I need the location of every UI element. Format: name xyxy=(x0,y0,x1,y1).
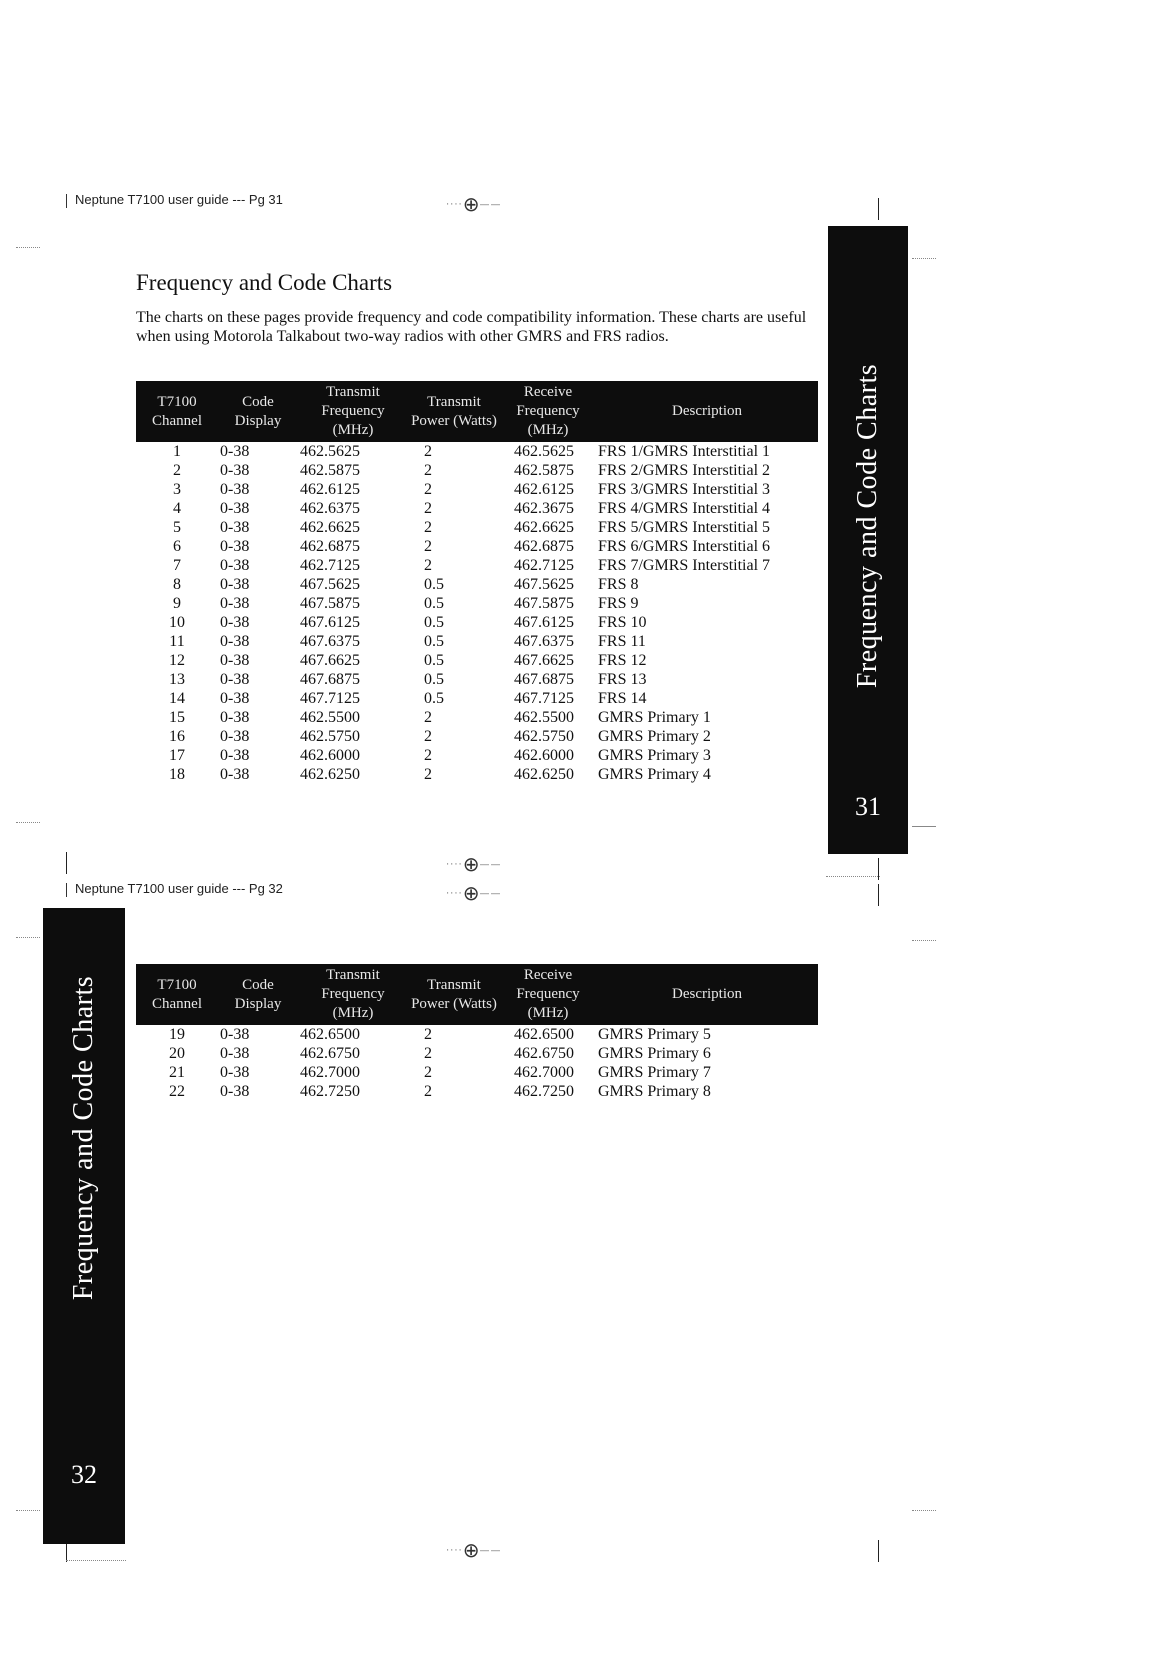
tx-frequency-cell: 462.5625 xyxy=(300,443,360,460)
tx-power-cell: 2 xyxy=(424,1083,432,1100)
table-row xyxy=(136,575,818,594)
table-row xyxy=(136,556,818,575)
tx-power-cell: 2 xyxy=(424,481,432,498)
running-head-text: Neptune T7100 user guide --- Pg 32 xyxy=(75,881,283,896)
code-cell: 0-38 xyxy=(220,462,250,479)
rx-frequency-cell: 462.6875 xyxy=(514,538,574,555)
column-header-rx-frequency: Receive Frequency (MHz) xyxy=(500,964,596,1025)
rx-frequency-cell: 467.7125 xyxy=(514,690,574,707)
crop-mark xyxy=(16,822,40,823)
rx-frequency-cell: 462.6250 xyxy=(514,766,574,783)
code-cell: 0-38 xyxy=(220,652,250,669)
crop-mark xyxy=(912,826,936,827)
rx-frequency-cell: 462.6500 xyxy=(514,1026,574,1043)
crop-mark xyxy=(826,876,880,877)
tx-power-cell: 2 xyxy=(424,557,432,574)
running-head-pg31 xyxy=(66,192,283,208)
description-cell: FRS 11 xyxy=(598,633,646,650)
tx-frequency-cell: 467.6375 xyxy=(300,633,360,650)
description-cell: FRS 5/GMRS Interstitial 5 xyxy=(598,519,771,536)
table-row xyxy=(136,499,818,518)
code-cell: 0-38 xyxy=(220,576,250,593)
column-header-description: Description xyxy=(596,381,818,442)
description-cell: FRS 7/GMRS Interstitial 7 xyxy=(598,557,771,574)
crop-mark xyxy=(912,1510,936,1511)
rx-frequency-cell: 462.7250 xyxy=(514,1083,574,1100)
table-row xyxy=(136,765,818,784)
rx-frequency-cell: 467.5875 xyxy=(514,595,574,612)
description-cell: FRS 2/GMRS Interstitial 2 xyxy=(598,462,771,479)
crop-mark xyxy=(16,247,40,248)
description-cell: GMRS Primary 2 xyxy=(598,728,711,745)
tx-power-cell: 2 xyxy=(424,519,432,536)
registration-mark-icon: ····⊕—— xyxy=(446,192,502,216)
description-cell: FRS 1/GMRS Interstitial 1 xyxy=(598,443,771,460)
tx-power-cell: 2 xyxy=(424,709,432,726)
table-row xyxy=(136,537,818,556)
channel-cell: 2 xyxy=(173,462,181,479)
channel-cell: 6 xyxy=(173,538,181,555)
code-cell: 0-38 xyxy=(220,766,250,783)
tx-frequency-cell: 467.6125 xyxy=(300,614,360,631)
channel-cell: 17 xyxy=(169,747,185,764)
column-header-rx-frequency: Receive Frequency (MHz) xyxy=(500,381,596,442)
rx-frequency-cell: 462.3675 xyxy=(514,500,574,517)
rx-frequency-cell: 467.6375 xyxy=(514,633,574,650)
description-cell: FRS 6/GMRS Interstitial 6 xyxy=(598,538,771,555)
description-cell: FRS 9 xyxy=(598,595,639,612)
code-cell: 0-38 xyxy=(220,614,250,631)
rx-frequency-cell: 462.6625 xyxy=(514,519,574,536)
table-row xyxy=(136,1025,818,1044)
registration-mark-icon: ····⊕—— xyxy=(446,852,502,876)
tx-power-cell: 0.5 xyxy=(424,595,444,612)
rx-frequency-cell: 467.6875 xyxy=(514,671,574,688)
code-cell: 0-38 xyxy=(220,595,250,612)
table-row xyxy=(136,1063,818,1082)
channel-cell: 4 xyxy=(173,500,181,517)
code-cell: 0-38 xyxy=(220,728,250,745)
tx-frequency-cell: 462.6000 xyxy=(300,747,360,764)
description-cell: GMRS Primary 3 xyxy=(598,747,711,764)
tx-power-cell: 2 xyxy=(424,538,432,555)
channel-cell: 18 xyxy=(169,766,185,783)
tx-frequency-cell: 467.6625 xyxy=(300,652,360,669)
table-row xyxy=(136,1082,818,1101)
description-cell: GMRS Primary 1 xyxy=(598,709,711,726)
page-title: Frequency and Code Charts xyxy=(136,270,393,295)
crop-mark xyxy=(16,1510,40,1511)
side-tab-title: Frequency and Code Charts xyxy=(68,975,99,1301)
code-cell: 0-38 xyxy=(220,1064,250,1081)
tx-power-cell: 0.5 xyxy=(424,671,444,688)
channel-cell: 7 xyxy=(173,557,181,574)
tx-power-cell: 2 xyxy=(424,500,432,517)
tx-frequency-cell: 462.6750 xyxy=(300,1045,360,1062)
tx-power-cell: 2 xyxy=(424,1064,432,1081)
tx-power-cell: 0.5 xyxy=(424,633,444,650)
channel-cell: 1 xyxy=(173,443,181,460)
rx-frequency-cell: 467.6125 xyxy=(514,614,574,631)
table-row xyxy=(136,632,818,651)
crop-mark xyxy=(912,258,936,259)
rx-frequency-cell: 462.5500 xyxy=(514,709,574,726)
running-head-pg32 xyxy=(66,881,283,897)
channel-cell: 12 xyxy=(169,652,185,669)
rx-frequency-cell: 462.7000 xyxy=(514,1064,574,1081)
rx-frequency-cell: 462.5750 xyxy=(514,728,574,745)
table-row xyxy=(136,613,818,632)
column-header-code: Code Display xyxy=(218,381,298,442)
description-cell: GMRS Primary 8 xyxy=(598,1083,711,1100)
page-number: 31 xyxy=(855,792,881,821)
frequency-table-pg31 xyxy=(136,381,818,784)
tx-frequency-cell: 462.6125 xyxy=(300,481,360,498)
channel-cell: 19 xyxy=(169,1026,185,1043)
code-cell: 0-38 xyxy=(220,557,250,574)
table-row xyxy=(136,727,818,746)
tx-frequency-cell: 462.7250 xyxy=(300,1083,360,1100)
rx-frequency-cell: 462.7125 xyxy=(514,557,574,574)
column-header-tx-power: Transmit Power (Watts) xyxy=(408,381,500,442)
code-cell: 0-38 xyxy=(220,443,250,460)
channel-cell: 8 xyxy=(173,576,181,593)
channel-cell: 10 xyxy=(169,614,185,631)
tx-power-cell: 2 xyxy=(424,443,432,460)
table-body xyxy=(136,1025,818,1101)
description-cell: GMRS Primary 6 xyxy=(598,1045,711,1062)
code-cell: 0-38 xyxy=(220,747,250,764)
table-row xyxy=(136,442,818,461)
tx-power-cell: 0.5 xyxy=(424,576,444,593)
channel-cell: 20 xyxy=(169,1045,185,1062)
crop-mark xyxy=(912,940,936,941)
table-row xyxy=(136,651,818,670)
tx-frequency-cell: 462.5875 xyxy=(300,462,360,479)
tx-frequency-cell: 462.7000 xyxy=(300,1064,360,1081)
tx-power-cell: 0.5 xyxy=(424,652,444,669)
tx-frequency-cell: 462.5750 xyxy=(300,728,360,745)
column-header-channel: T7100 Channel xyxy=(136,964,218,1025)
crop-mark xyxy=(16,937,40,938)
code-cell: 0-38 xyxy=(220,519,250,536)
code-cell: 0-38 xyxy=(220,500,250,517)
table-row xyxy=(136,1044,818,1063)
tx-frequency-cell: 467.5875 xyxy=(300,595,360,612)
table-row xyxy=(136,746,818,765)
tx-frequency-cell: 462.6375 xyxy=(300,500,360,517)
side-tab-pg31 xyxy=(828,226,908,854)
tx-power-cell: 2 xyxy=(424,1026,432,1043)
description-cell: GMRS Primary 4 xyxy=(598,766,711,783)
table-row xyxy=(136,594,818,613)
rx-frequency-cell: 462.6125 xyxy=(514,481,574,498)
code-cell: 0-38 xyxy=(220,1026,250,1043)
code-cell: 0-38 xyxy=(220,538,250,555)
crop-mark xyxy=(66,1560,126,1561)
table-row xyxy=(136,708,818,727)
description-cell: FRS 10 xyxy=(598,614,647,631)
code-cell: 0-38 xyxy=(220,481,250,498)
crop-mark xyxy=(878,884,879,906)
channel-cell: 15 xyxy=(169,709,185,726)
rx-frequency-cell: 467.5625 xyxy=(514,576,574,593)
description-cell: FRS 3/GMRS Interstitial 3 xyxy=(598,481,771,498)
code-cell: 0-38 xyxy=(220,671,250,688)
channel-cell: 3 xyxy=(173,481,181,498)
frequency-table-pg32 xyxy=(136,964,818,1101)
tx-frequency-cell: 462.6500 xyxy=(300,1026,360,1043)
code-cell: 0-38 xyxy=(220,1045,250,1062)
tx-frequency-cell: 467.6875 xyxy=(300,671,360,688)
channel-cell: 13 xyxy=(169,671,185,688)
table-row xyxy=(136,670,818,689)
column-header-tx-power: Transmit Power (Watts) xyxy=(408,964,500,1025)
channel-cell: 14 xyxy=(169,690,185,707)
side-tab-title: Frequency and Code Charts xyxy=(852,363,883,689)
tx-frequency-cell: 467.7125 xyxy=(300,690,360,707)
channel-cell: 5 xyxy=(173,519,181,536)
description-cell: FRS 12 xyxy=(598,652,647,669)
column-header-channel: T7100 Channel xyxy=(136,381,218,442)
tx-power-cell: 2 xyxy=(424,1045,432,1062)
code-cell: 0-38 xyxy=(220,1083,250,1100)
description-cell: FRS 13 xyxy=(598,671,647,688)
column-header-tx-frequency: Transmit Frequency (MHz) xyxy=(298,381,408,442)
column-header-code: Code Display xyxy=(218,964,298,1025)
tx-frequency-cell: 462.6875 xyxy=(300,538,360,555)
channel-cell: 11 xyxy=(169,633,185,650)
crop-mark xyxy=(878,198,879,220)
tx-power-cell: 2 xyxy=(424,747,432,764)
tx-frequency-cell: 462.7125 xyxy=(300,557,360,574)
channel-cell: 22 xyxy=(169,1083,185,1100)
code-cell: 0-38 xyxy=(220,633,250,650)
channel-cell: 16 xyxy=(169,728,185,745)
rx-frequency-cell: 462.5625 xyxy=(514,443,574,460)
rx-frequency-cell: 462.5875 xyxy=(514,462,574,479)
tx-frequency-cell: 462.5500 xyxy=(300,709,360,726)
tx-power-cell: 2 xyxy=(424,766,432,783)
description-cell: FRS 4/GMRS Interstitial 4 xyxy=(598,500,771,517)
channel-cell: 21 xyxy=(169,1064,185,1081)
rx-frequency-cell: 467.6625 xyxy=(514,652,574,669)
side-tab-pg32 xyxy=(43,908,125,1544)
table-header-row xyxy=(136,381,818,442)
tx-frequency-cell: 462.6625 xyxy=(300,519,360,536)
crop-mark xyxy=(66,852,67,874)
channel-cell: 9 xyxy=(173,595,181,612)
table-header-row xyxy=(136,964,818,1025)
code-cell: 0-38 xyxy=(220,709,250,726)
description-cell: GMRS Primary 5 xyxy=(598,1026,711,1043)
table-row xyxy=(136,518,818,537)
table-row xyxy=(136,480,818,499)
rx-frequency-cell: 462.6750 xyxy=(514,1045,574,1062)
tx-frequency-cell: 467.5625 xyxy=(300,576,360,593)
tx-power-cell: 2 xyxy=(424,462,432,479)
rx-frequency-cell: 462.6000 xyxy=(514,747,574,764)
table-row xyxy=(136,689,818,708)
page-number: 32 xyxy=(71,1460,97,1489)
code-cell: 0-38 xyxy=(220,690,250,707)
tx-frequency-cell: 462.6250 xyxy=(300,766,360,783)
crop-mark xyxy=(878,1540,879,1562)
description-cell: FRS 8 xyxy=(598,576,639,593)
description-cell: FRS 14 xyxy=(598,690,647,707)
tx-power-cell: 0.5 xyxy=(424,690,444,707)
tx-power-cell: 2 xyxy=(424,728,432,745)
column-header-tx-frequency: Transmit Frequency (MHz) xyxy=(298,964,408,1025)
registration-mark-icon: ····⊕—— xyxy=(446,1538,502,1562)
intro-paragraph: The charts on these pages provide frequency and code compatibility information. These charts are useful when using Motorola Talkabout two-way radios with other GMRS and FRS radios. xyxy=(136,309,807,345)
table-row xyxy=(136,461,818,480)
description-cell: GMRS Primary 7 xyxy=(598,1064,711,1081)
tx-power-cell: 0.5 xyxy=(424,614,444,631)
column-header-description: Description xyxy=(596,964,818,1025)
registration-mark-icon: ····⊕—— xyxy=(446,881,502,905)
table-body xyxy=(136,442,818,784)
running-head-text: Neptune T7100 user guide --- Pg 31 xyxy=(75,192,283,207)
